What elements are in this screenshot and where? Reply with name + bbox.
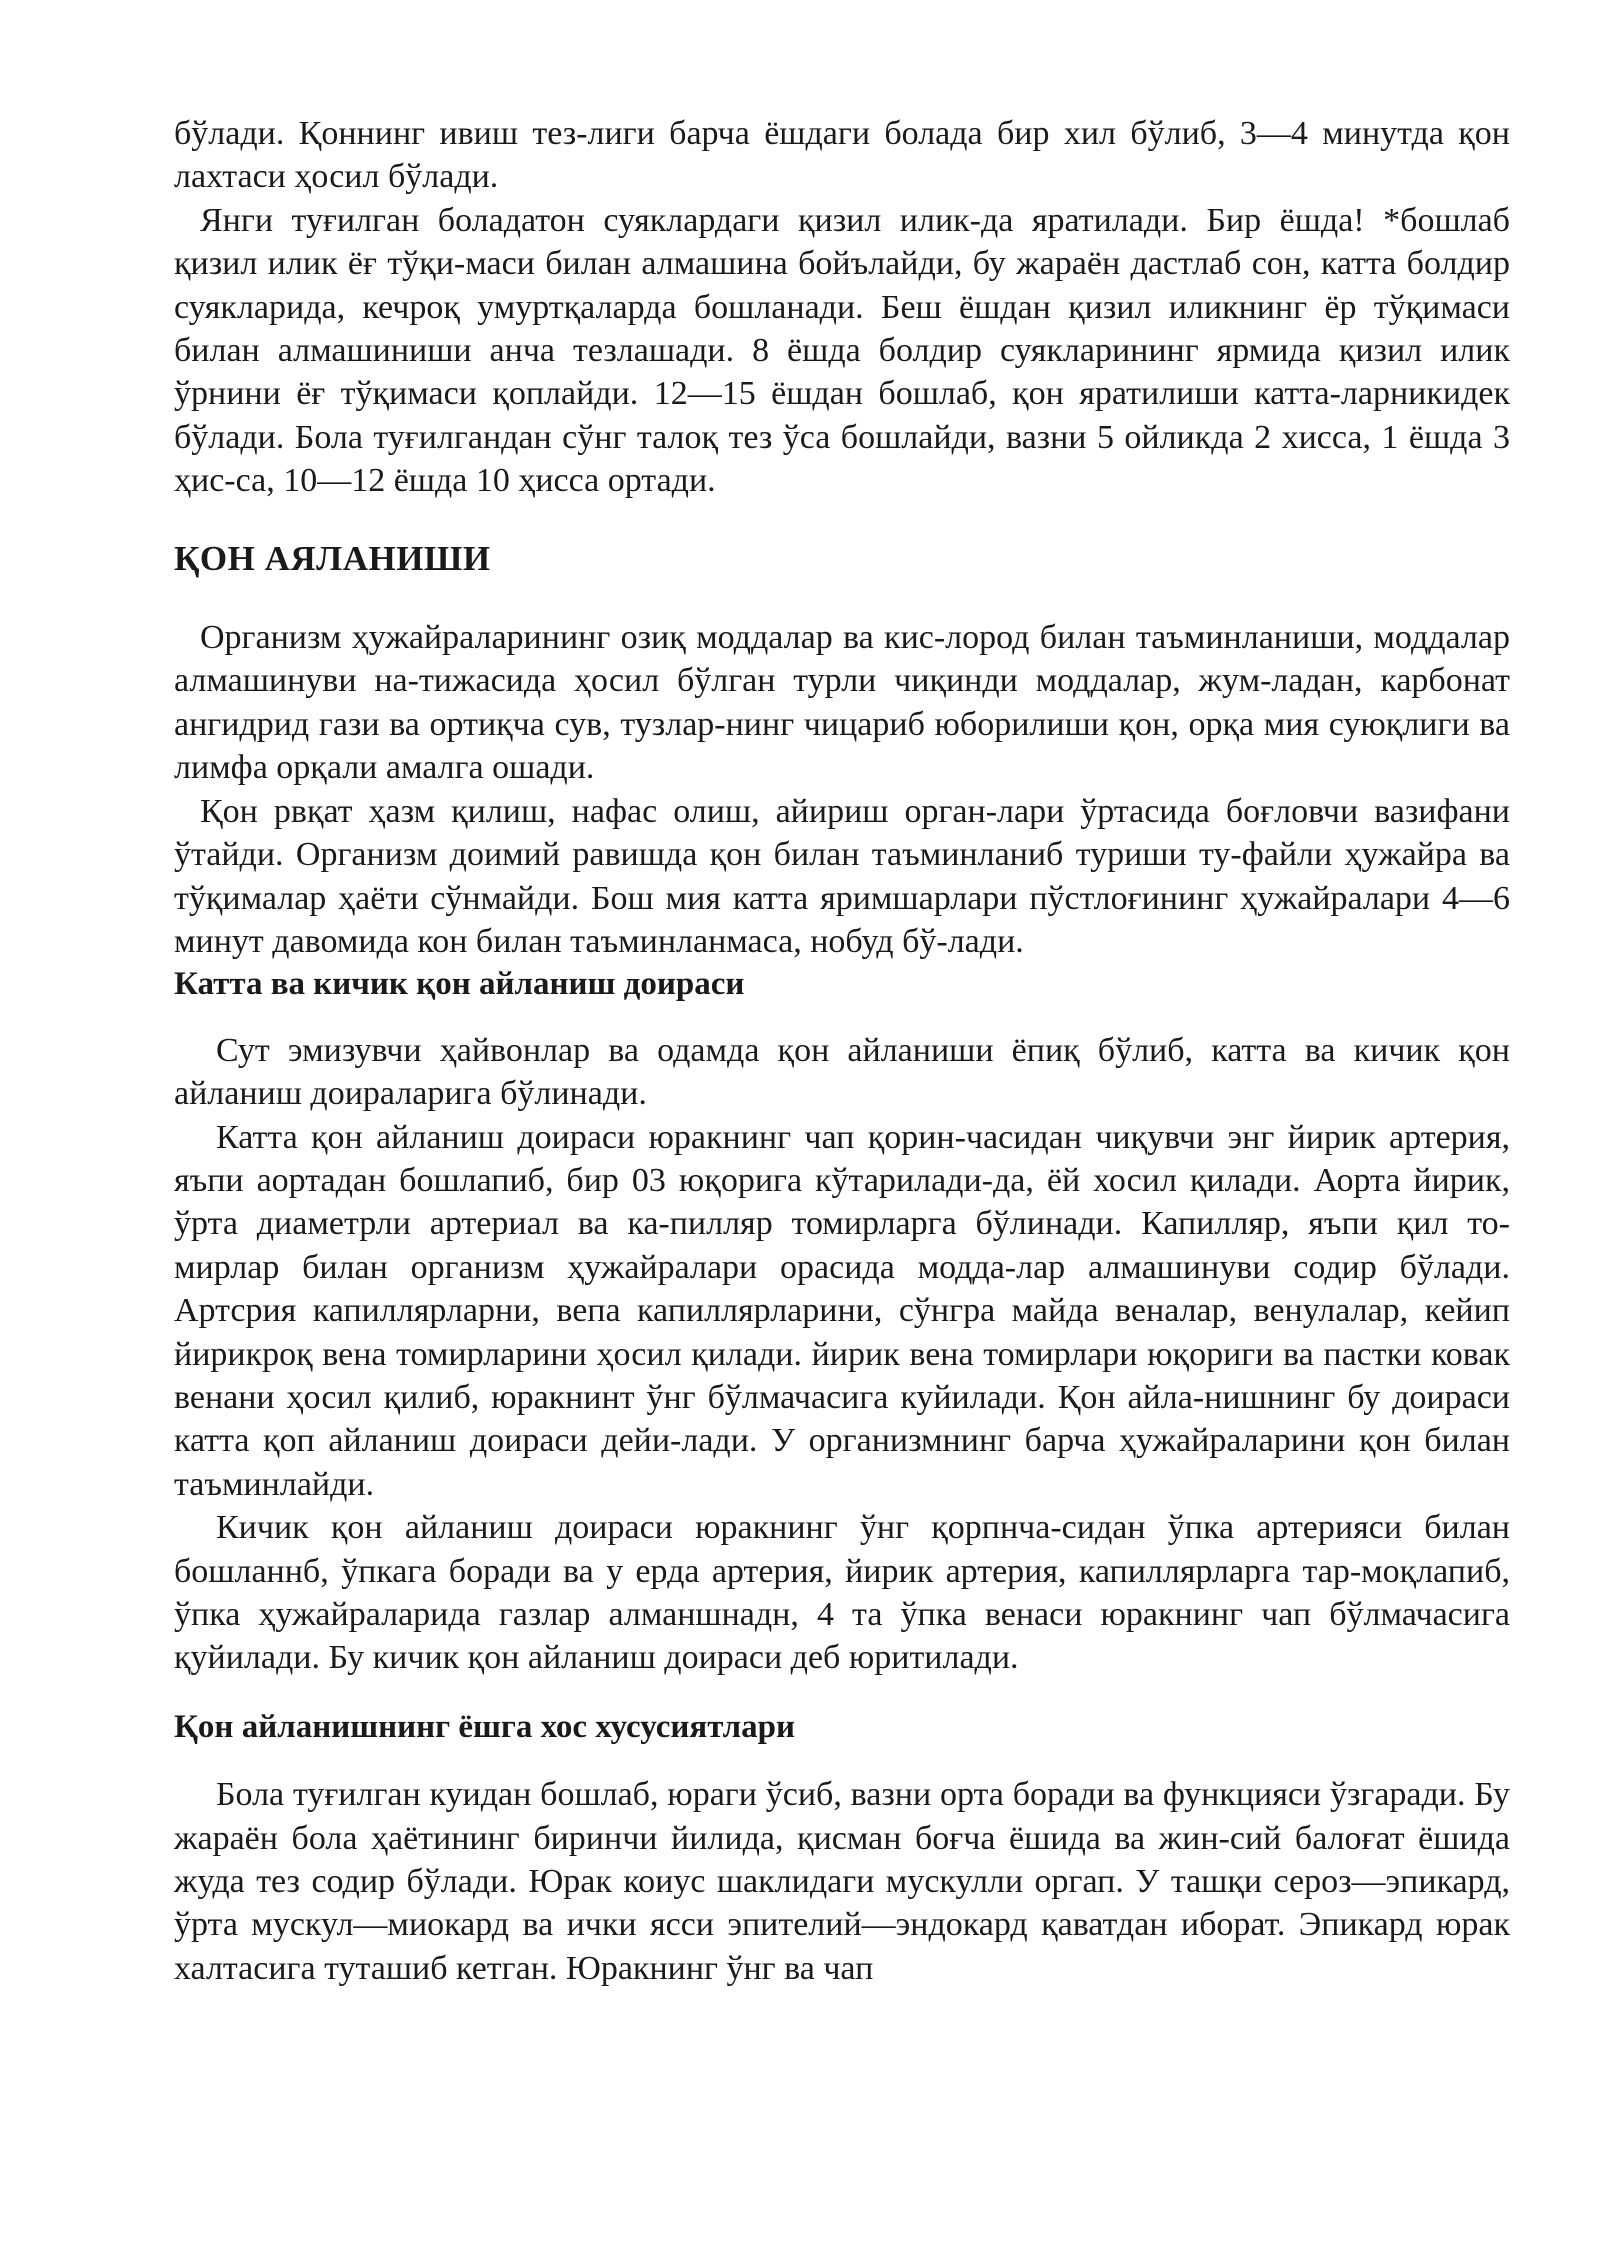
paragraph: Катта қон айланиш доираси юракнинг чап қорин-часидан чиқувчи энг йирик артерия, яъпи аортадан бошлапиб, бир 03 юқорига кўтарилади-да, ёй хосил қилади. Аорта йирик, ўрта диаметрли артериал ва ка-пилляр томирларга бўлинади. Капилляр, яъпи қил то-мирлар билан организм ҳужайралари орасида модда-лар алмашинуви содир бўлади. Артсрия капиллярларни, вепа капиллярларини, сўнгра майда веналар, венулалар, кейип йирикроқ вена томирларини ҳосил қилади. йирик вена томирлари юқориги ва пастки ковак венани ҳосил қилиб, юракнинт ўнг бўлмачасига куйилади. Қон айла-нишнинг бу доираси катта қоп айланиш доираси дейи-лади. У организмнинг барча ҳужайраларини қон билан таъминлайди.	[174, 1118, 1510, 1503]
paragraph: Организм ҳужайраларининг озиқ моддалар ва кис-лород билан таъминланиши, моддалар алмашинуви на-тижасида ҳосил бўлган турли чиқинди моддалар, жум-ладан, карбонат ангидрид гази ва ортиқча сув, тузлар-нинг чицариб юборилиши қон, орқа мия суюқлиги ва лимфа орқали амалга ошади.	[174, 619, 1510, 787]
paragraph: Қон рвқат ҳазм қилиш, нафас олиш, айириш орган-лари ўртасида боғловчи вазифани ўтайди. Организм доимий равишда қон билан таъминланиб туриши ту-файли ҳужайра ва тўқималар ҳаёти сўнмайди. Бош мия катта яримшарлари пўстлоғининг ҳужайралари 4—6 минут давомида кон билан таъминланмаса, нобуд бў-лади.	[174, 792, 1510, 960]
paragraph: Янги туғилган боладатон суяклардаги қизил илик-да яратилади. Бир ёшда! *бошлаб қизил илик ёғ тўқи-маси билан алмашина бойълайди, бу жараён дастлаб сон, катта болдир суякларида, кечроқ умуртқаларда бошланади. Беш ёшдан қизил иликнинг ёр тўқимаси билан алмашиниши анча тезлашади. 8 ёшда болдир суякларининг ярмида қизил илик ўрнини ёғ тўқимаси қоплайди. 12—15 ёшдан бошлаб, қон яратилиши катта-ларникидек бўлади. Бола туғилгандан сўнг талоқ тез ўса бошлайди, вазни 5 ойликда 2 хисса, 1 ёшда 3 ҳис-са, 10—12 ёшда 10 ҳисса ортади.	[174, 201, 1510, 500]
document-page	[174, 112, 1510, 1990]
paragraph: Сут эмизувчи ҳайвонлар ва одамда қон айланиши ёпиқ бўлиб, катта ва кичик қон айланиш доираларига бўлинади.	[174, 1031, 1510, 1113]
section-title: ҚОН АЯЛАНИШИ	[174, 538, 491, 578]
subsection-title: Катта ва кичик қон айланиш доираси	[174, 966, 745, 1003]
paragraph: бўлади. Қоннинг ивиш тез-лиги барча ёшдаги болада бир хил бўлиб, 3—4 минутда қон лахтаси ҳосил бўлади.	[174, 115, 1510, 196]
paragraph: Кичик қон айланиш доираси юракнинг ўнг қорпнча-сидан ўпка артерияси билан бошланнб, ўпкага боради ва у ерда артерия, йирик артерия, капиллярларга тар-моқлапиб, ўпка ҳужайраларида газлар алманшнадн, 4 та ўпка венаси юракнинг чап бўлмачасига қуйилади. Бу кичик қон айланиш доираси деб юритилади.	[174, 1509, 1510, 1677]
subsection-title: Қон айланишнинг ёшга хос хусусиятлари	[174, 1708, 795, 1745]
paragraph: Бола туғилган куидан бошлаб, юраги ўсиб, вазни орта боради ва функцияси ўзгаради. Бу жараён бола ҳаётининг биринчи йилида, қисман боғча ёшида ва жин-сий балоғат ёшида жуда тез содир бўлади. Юрак коиус шаклидаги мускулли оргап. У ташқи сероз—эпикард, ўрта мускул—миокард ва ички ясси эпителий—эндокард қаватдан иборат. Эпикард юрак халтасига туташиб кетган. Юракнинг ўнг ва чап	[174, 1776, 1510, 1987]
